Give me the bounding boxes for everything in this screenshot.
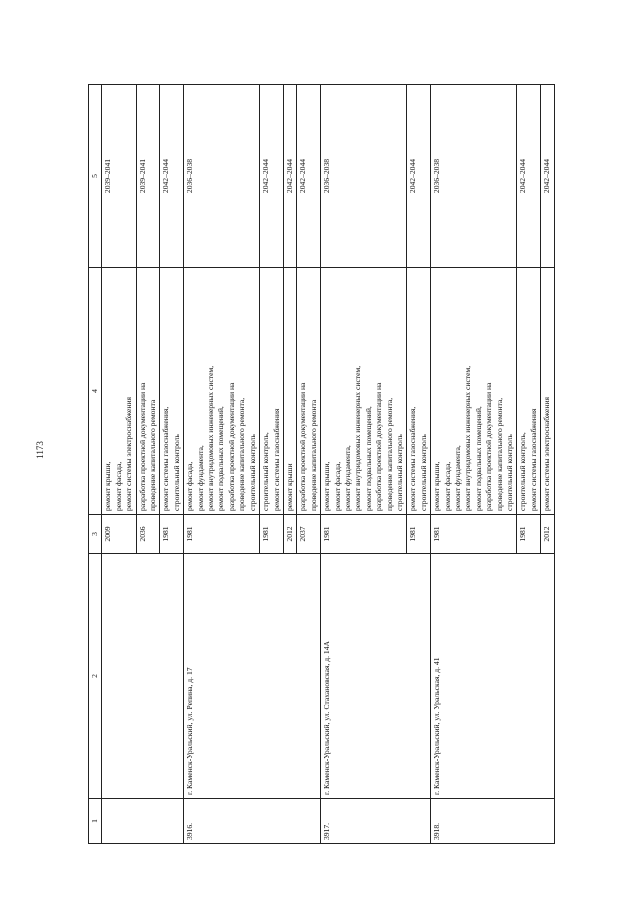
work-item: проведение капитального ремонта, (237, 397, 247, 511)
work-item: разработка проектной документации на (298, 382, 308, 511)
work-item: ремонт подвальных помещений, (363, 406, 373, 511)
year-cell: 1981 (321, 515, 407, 554)
work-item: ремонт подвальных помещений, (473, 406, 483, 511)
address-cell: г. Каменск-Уральский, ул. Стахановская, д. 14А (321, 554, 431, 799)
table-row (102, 85, 136, 844)
header-cell: 3 (89, 515, 102, 554)
address-cell: г. Каменск-Уральский, ул. Уральская, д. 41 (431, 554, 554, 799)
work-item: ремонт крыши, (322, 461, 332, 511)
page-number: 1173 (35, 441, 45, 459)
works-cell (283, 268, 296, 515)
work-item: ремонт подвальных помещений, (216, 406, 226, 511)
works-cell (136, 268, 160, 515)
header-cell: 2 (89, 554, 102, 799)
repair-schedule-table (88, 84, 555, 844)
row-number-cell (102, 799, 184, 844)
work-item: ремонт фасада, (332, 461, 342, 511)
year-cell: 2037 (297, 515, 321, 554)
work-item: ремонт внутридомовых инженерных систем, (463, 365, 473, 511)
address-cell: г. Каменск-Уральский, ул. Репина, д. 17 (184, 554, 321, 799)
year-cell: 1981 (407, 515, 431, 554)
work-item: проведение капитального ремонта (148, 399, 158, 511)
works-cell (297, 268, 321, 515)
work-item: строительный контроль, (518, 432, 528, 511)
period-cell: 2036–2038 (431, 85, 517, 268)
work-item: ремонт системы газоснабжения, (408, 406, 418, 511)
work-item: проведение капитального ремонта (308, 399, 318, 511)
rotated-table-frame (88, 84, 588, 844)
works-cell (102, 268, 136, 515)
row-number-cell: 3917. (321, 799, 431, 844)
work-item: ремонт системы электроснабжения (542, 396, 552, 511)
work-item: ремонт фундамента, (195, 445, 205, 511)
work-item: ремонт крыши, (432, 461, 442, 511)
year-cell: 1981 (431, 515, 517, 554)
period-cell: 2042–2044 (297, 85, 321, 268)
works-cell (184, 268, 260, 515)
work-item: ремонт фундамента, (342, 445, 352, 511)
works-cell (260, 268, 284, 515)
table-body (102, 85, 554, 844)
year-cell: 2012 (541, 515, 554, 554)
work-item: строительный контроль (418, 434, 428, 511)
work-item: ремонт фундамента, (453, 445, 462, 511)
year-cell: 2009 (102, 515, 136, 554)
period-cell: 2042–2044 (517, 85, 541, 268)
year-cell: 1981 (160, 515, 184, 554)
works-cell (407, 268, 431, 515)
work-item: ремонт крыши, (103, 461, 113, 511)
work-item: строительный контроль (171, 434, 181, 511)
row-number-cell: 3916. (184, 799, 321, 844)
work-item: ремонт фасада, (113, 461, 123, 511)
year-cell: 1981 (260, 515, 284, 554)
works-cell (541, 268, 554, 515)
period-cell: 2039–2041 (102, 85, 136, 268)
work-item: строительный контроль (247, 434, 257, 511)
work-item: строительный контроль (505, 434, 515, 511)
works-cell (517, 268, 541, 515)
works-cell (431, 268, 517, 515)
work-item: ремонт системы газоснабжения, (161, 406, 171, 511)
row-number-cell: 3918. (431, 799, 554, 844)
work-item: разработка проектной документации на (484, 382, 494, 511)
table-row (431, 85, 517, 844)
work-item: ремонт внутридомовых инженерных систем, (206, 365, 216, 511)
work-item: ремонт внутридомовых инженерных систем, (353, 365, 363, 511)
period-cell: 2042–2044 (283, 85, 296, 268)
work-item: проведение капитального ремонта, (494, 397, 504, 511)
work-item: ремонт фасада, (185, 461, 195, 511)
table-row (321, 85, 407, 844)
year-cell: 2036 (136, 515, 160, 554)
work-item: проведение капитального ремонта, (384, 397, 394, 511)
work-item: строительный контроль, (261, 432, 271, 511)
period-cell: 2036–2038 (184, 85, 260, 268)
works-cell (160, 268, 184, 515)
year-cell: 1981 (517, 515, 541, 554)
year-cell: 2012 (283, 515, 296, 554)
work-item: ремонт фасада, (442, 461, 452, 511)
period-cell: 2039–2041 (136, 85, 160, 268)
period-cell: 2042–2044 (407, 85, 431, 268)
address-cell (102, 554, 184, 799)
work-item: ремонт системы газоснабжения (528, 408, 538, 511)
header-cell: 4 (89, 268, 102, 515)
year-cell: 1981 (184, 515, 260, 554)
works-cell (321, 268, 407, 515)
period-cell: 2042–2044 (160, 85, 184, 268)
work-item: разработка проектной документации на (226, 382, 236, 511)
work-item: разработка проектной документации на (374, 382, 384, 511)
table-row (184, 85, 260, 844)
period-cell: 2042–2044 (260, 85, 284, 268)
header-cell: 5 (89, 85, 102, 268)
header-row (89, 85, 102, 844)
work-item: ремонт системы электроснабжения (124, 396, 134, 511)
period-cell: 2042–2044 (541, 85, 554, 268)
work-item: ремонт системы газоснабжения (271, 408, 281, 511)
period-cell: 2036–2038 (321, 85, 407, 268)
work-item: строительный контроль (394, 434, 404, 511)
work-item: разработка проектной документации на (137, 382, 147, 511)
work-item: ремонт крыши (284, 463, 294, 511)
header-cell: 1 (89, 799, 102, 844)
